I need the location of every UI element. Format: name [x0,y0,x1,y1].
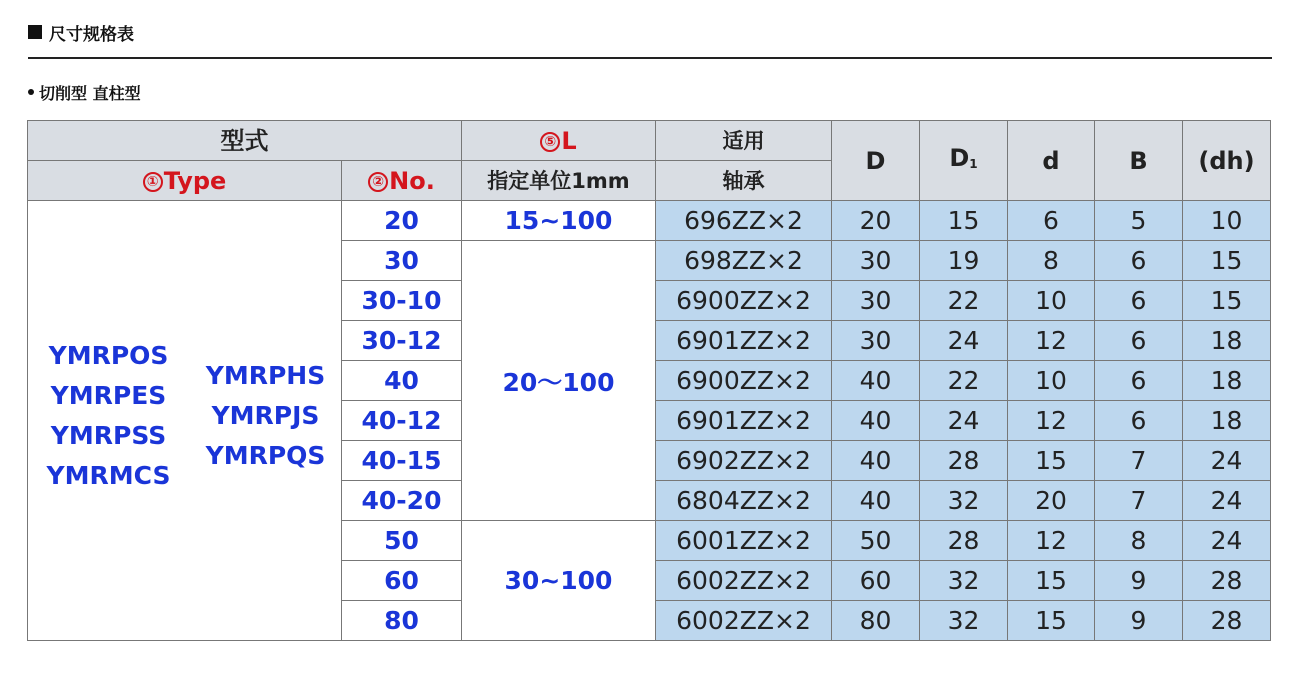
D-cell: 30 [832,321,920,361]
section-divider [28,57,1272,59]
D1-cell: 28 [920,441,1008,481]
D-cell: 30 [832,281,920,321]
d-cell: 15 [1008,561,1095,601]
dh-cell: 10 [1183,201,1271,241]
D1-cell: 28 [920,521,1008,561]
D1-header-base: D [949,143,970,172]
no-header-label: No. [389,166,435,195]
D-cell: 50 [832,521,920,561]
d-cell: 15 [1008,441,1095,481]
dh-cell: 28 [1183,601,1271,641]
d-cell: 12 [1008,321,1095,361]
circled-number: ⑤ [540,132,560,152]
B-cell: 6 [1095,241,1183,281]
B-cell: 6 [1095,401,1183,441]
no-cell: 30 [342,241,462,281]
B-cell: 6 [1095,361,1183,401]
D1-cell: 19 [920,241,1008,281]
dh-cell: 15 [1183,241,1271,281]
dh-cell: 18 [1183,401,1271,441]
bearing-cell: 6902ZZ×2 [656,441,832,481]
bearing-cell: 696ZZ×2 [656,201,832,241]
d-cell: 10 [1008,281,1095,321]
D1-cell: 32 [920,601,1008,641]
type-name: YMRPQS [205,441,326,470]
spec-table [27,120,1271,641]
D1-cell: 24 [920,401,1008,441]
type-list-cell [28,201,342,641]
l-range-cell: 30~100 [462,521,656,641]
D-header: D [832,121,920,201]
B-cell: 9 [1095,561,1183,601]
d-cell: 8 [1008,241,1095,281]
type-name: YMRMCS [46,461,171,490]
l-range-cell: 20～100 [462,241,656,521]
D-cell: 40 [832,481,920,521]
D1-header [920,121,1008,201]
d-cell: 12 [1008,521,1095,561]
l-range-cell: 15~100 [462,201,656,241]
type-name: YMRPJS [211,401,320,430]
D1-cell: 22 [920,281,1008,321]
bearing-cell: 6804ZZ×2 [656,481,832,521]
D1-cell: 15 [920,201,1008,241]
no-cell: 60 [342,561,462,601]
B-header: B [1095,121,1183,201]
dh-cell: 24 [1183,521,1271,561]
dh-cell: 15 [1183,281,1271,321]
dh-header: (dh) [1183,121,1271,201]
D-cell: 40 [832,441,920,481]
D1-cell: 32 [920,561,1008,601]
no-cell: 40 [342,361,462,401]
D1-cell: 24 [920,321,1008,361]
dh-cell: 18 [1183,321,1271,361]
D-cell: 40 [832,361,920,401]
bearing-cell: 698ZZ×2 [656,241,832,281]
section-title [28,18,134,46]
B-cell: 7 [1095,481,1183,521]
B-cell: 8 [1095,521,1183,561]
d-cell: 15 [1008,601,1095,641]
bearing-cell: 6900ZZ×2 [656,361,832,401]
bearing-cell: 6002ZZ×2 [656,561,832,601]
no-cell: 20 [342,201,462,241]
D-cell: 60 [832,561,920,601]
no-cell: 80 [342,601,462,641]
type-name: YMRPOS [48,341,169,370]
bearing-cell: 6001ZZ×2 [656,521,832,561]
type-name: YMRPHS [205,361,326,390]
dot-bullet-icon [28,89,34,95]
D1-header-subscript: 1 [969,156,978,171]
no-cell: 40-20 [342,481,462,521]
d-cell: 20 [1008,481,1095,521]
B-cell: 5 [1095,201,1183,241]
bearing-cell: 6901ZZ×2 [656,401,832,441]
type-name: YMRPES [50,381,167,410]
no-cell: 30-10 [342,281,462,321]
square-bullet-icon [28,25,42,39]
section-title-text: 尺寸规格表 [49,24,134,45]
D-cell: 20 [832,201,920,241]
subsection-title [28,80,141,104]
B-cell: 6 [1095,321,1183,361]
no-cell: 50 [342,521,462,561]
no-cell: 40-12 [342,401,462,441]
no-cell: 30-12 [342,321,462,361]
dh-cell: 24 [1183,441,1271,481]
D-cell: 30 [832,241,920,281]
D1-cell: 32 [920,481,1008,521]
no-cell: 40-15 [342,441,462,481]
d-header: d [1008,121,1095,201]
header-row-1 [28,121,1271,161]
circled-number: ① [143,172,163,192]
d-cell: 6 [1008,201,1095,241]
bearing-header-line1: 适用 [656,121,832,161]
form-header: 型式 [28,121,462,161]
B-cell: 9 [1095,601,1183,641]
l-header [462,121,656,161]
type-list-right [203,356,328,476]
dh-cell: 28 [1183,561,1271,601]
bearing-header-line2: 轴承 [656,161,832,201]
B-cell: 7 [1095,441,1183,481]
subsection-title-text: 切削型 直柱型 [39,83,141,103]
l-header-label: L [561,126,577,155]
bearing-cell: 6900ZZ×2 [656,281,832,321]
d-cell: 10 [1008,361,1095,401]
table-row [28,201,1271,241]
B-cell: 6 [1095,281,1183,321]
type-header [28,161,342,201]
D-cell: 40 [832,401,920,441]
type-header-label: Type [163,166,227,195]
bearing-cell: 6901ZZ×2 [656,321,832,361]
type-list-left [46,336,171,496]
dh-cell: 18 [1183,361,1271,401]
D-cell: 80 [832,601,920,641]
bearing-cell: 6002ZZ×2 [656,601,832,641]
dh-cell: 24 [1183,481,1271,521]
type-name: YMRPSS [50,421,167,450]
circled-number: ② [368,172,388,192]
d-cell: 12 [1008,401,1095,441]
D1-cell: 22 [920,361,1008,401]
l-unit-header: 指定单位1mm [462,161,656,201]
no-header [342,161,462,201]
